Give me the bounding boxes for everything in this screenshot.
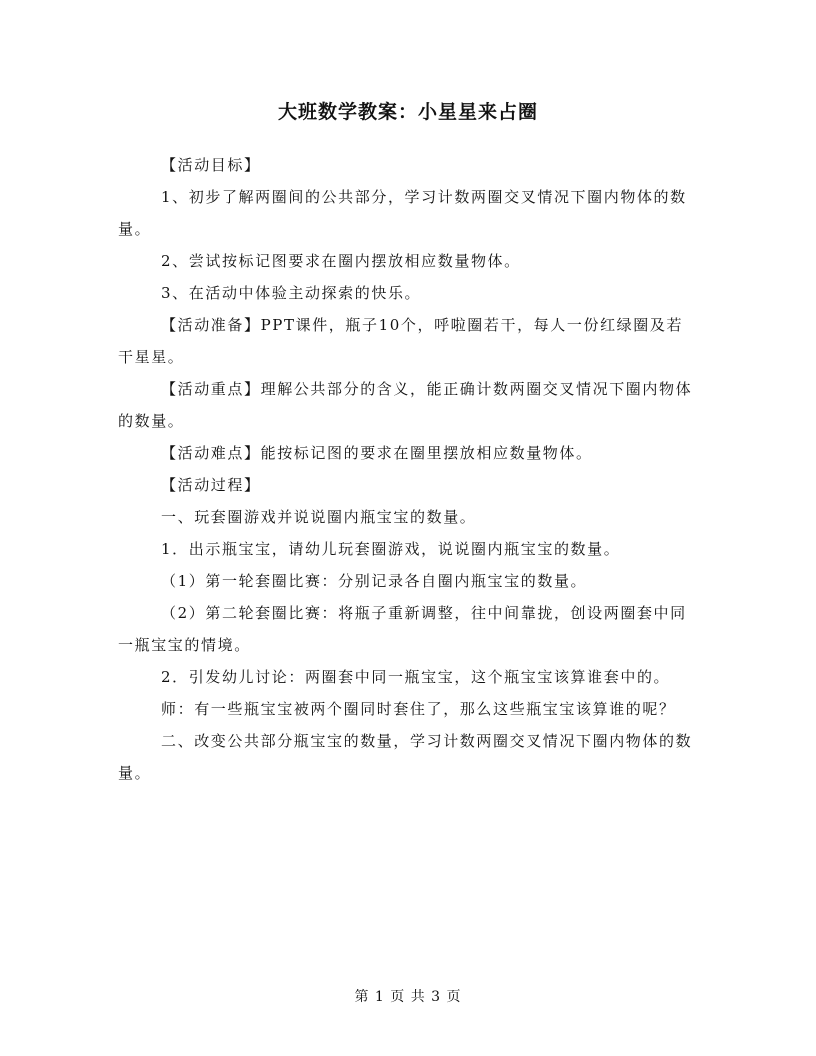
process-round-1: （1）第一轮套圈比赛：分别记录各自圈内瓶宝宝的数量。 xyxy=(161,572,588,590)
goal-item-3: 3、在活动中体验主动探索的快乐。 xyxy=(161,284,422,302)
document-title: 大班数学教案：小星星来占圈 xyxy=(277,101,538,123)
goal-item-1: 1、初步了解两圈间的公共部分，学习计数两圈交叉情况下圈内物体的数量。 xyxy=(118,188,687,238)
section-heading-process: 【活动过程】 xyxy=(161,476,261,494)
process-step-1-1: 1．出示瓶宝宝，请幼儿玩套圈游戏，说说圈内瓶宝宝的数量。 xyxy=(161,540,621,558)
process-step-1-2: 2．引发幼儿讨论：两圈套中同一瓶宝宝，这个瓶宝宝该算谁套中的。 xyxy=(161,668,671,686)
teacher-question: 师：有一些瓶宝宝被两个圈同时套住了，那么这些瓶宝宝该算谁的呢？ xyxy=(161,700,676,718)
process-step-1: 一、玩套圈游戏并说说圈内瓶宝宝的数量。 xyxy=(161,508,477,526)
goal-item-2: 2、尝试按标记图要求在圈内摆放相应数量物体。 xyxy=(161,252,521,270)
section-heading-goals: 【活动目标】 xyxy=(161,156,261,174)
page-footer: 第 1 页 共 3 页 xyxy=(354,989,462,1005)
document-body xyxy=(118,149,698,789)
preparation-paragraph: 【活动准备】PPT课件，瓶子10个，呼啦圈若干，每人一份红绿圈及若干星星。 xyxy=(118,316,684,366)
difficulty-paragraph: 【活动难点】能按标记图的要求在圈里摆放相应数量物体。 xyxy=(161,444,593,462)
process-step-2: 二、改变公共部分瓶宝宝的数量，学习计数两圈交叉情况下圈内物体的数量。 xyxy=(118,732,693,782)
process-round-2: （2）第二轮套圈比赛：将瓶子重新调整，往中间靠拢，创设两圈套中同一瓶宝宝的情境。 xyxy=(118,604,687,654)
key-point-paragraph: 【活动重点】理解公共部分的含义，能正确计数两圈交叉情况下圈内物体的数量。 xyxy=(118,380,693,430)
